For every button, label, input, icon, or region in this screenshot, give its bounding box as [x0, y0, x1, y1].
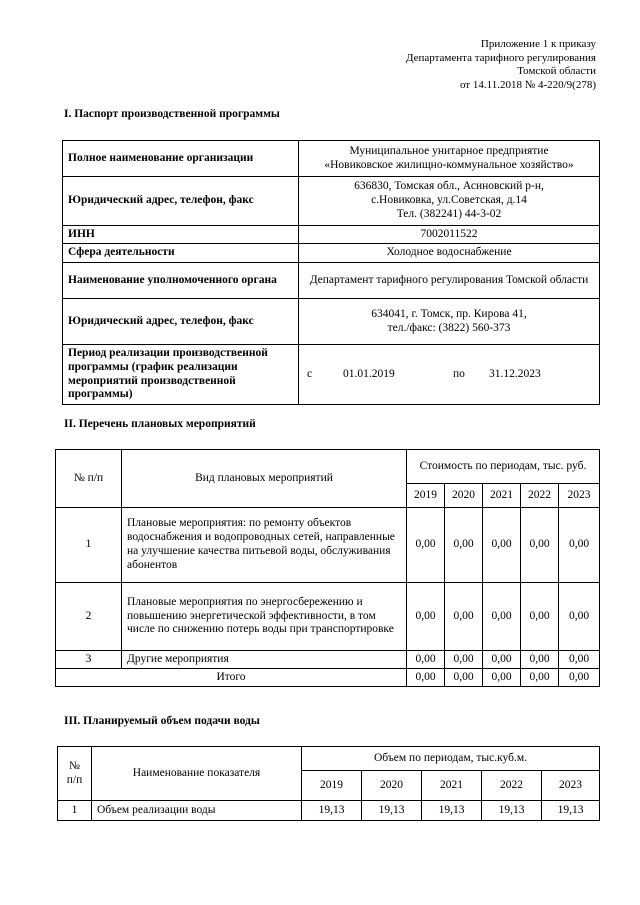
address-line: 636830, Томская обл., Асиновский р-н,: [354, 180, 544, 193]
authority-address-line: тел./факс: (3822) 560-373: [387, 321, 511, 334]
total-value: 0,00: [483, 669, 521, 687]
period-from-word: с: [307, 367, 313, 380]
header-volume: Объем по периодам, тыс.куб.м.: [302, 747, 600, 771]
table-row: [63, 226, 600, 244]
sphere-value: Холодное водоснабжение: [299, 244, 600, 263]
header-cost: Стоимость по периодам, тыс. руб.: [407, 450, 600, 484]
row-value: 0,00: [483, 651, 521, 669]
row-text: Плановые мероприятия: по ремонту объектов водоснабжения и водопроводных сетей, направленные на улучшение качества питьевой воды, обслуживания абонентов: [122, 508, 407, 583]
row-num: 1: [56, 508, 122, 583]
table-row: [56, 583, 600, 651]
authority-address-line: 634041, г. Томск, пр. Кирова 41,: [371, 307, 527, 320]
table-cell-label: Полное наименование организации: [63, 141, 299, 177]
header-year: 2023: [542, 771, 600, 801]
table-header-row: [58, 747, 600, 771]
header-year: 2022: [521, 484, 559, 508]
table-cell-label: Сфера деятельности: [63, 244, 299, 263]
table-header-row: [56, 450, 600, 484]
row-num: 2: [56, 583, 122, 651]
appendix-line: от 14.11.2018 № 4-220/9(278): [459, 78, 596, 91]
appendix-header: [336, 38, 596, 92]
org-name-line: «Новиковское жилищно-коммунальное хозяйство»: [324, 158, 574, 171]
row-value: 19,13: [422, 801, 482, 821]
appendix-line: Томской области: [517, 65, 596, 77]
row-value: 0,00: [559, 651, 600, 669]
header-year: 2020: [362, 771, 422, 801]
row-value: 0,00: [483, 508, 521, 583]
section-title-measures: II. Перечень плановых мероприятий: [64, 418, 256, 430]
section-title-passport: I. Паспорт производственной программы: [64, 108, 280, 120]
table-cell-value: [299, 141, 600, 177]
row-value: 0,00: [521, 508, 559, 583]
header-year: 2019: [302, 771, 362, 801]
header-year: 2019: [407, 484, 445, 508]
row-name: Объем реализации воды: [92, 801, 302, 821]
row-value: 19,13: [362, 801, 422, 821]
table-cell-label: Юридический адрес, телефон, факс: [63, 299, 299, 345]
table-cell-value: [299, 177, 600, 226]
table-row: [63, 263, 600, 299]
row-num: 3: [56, 651, 122, 669]
table-cell-label: ИНН: [63, 226, 299, 244]
period-from-date: 01.01.2019: [343, 367, 395, 380]
address-line: с.Новиковка, ул.Советская, д.14: [371, 194, 527, 207]
appendix-line: Приложение 1 к приказу: [480, 38, 596, 50]
total-label: Итого: [56, 669, 407, 687]
period-value: [299, 345, 600, 405]
table-row: [63, 299, 600, 345]
measures-table: [55, 449, 600, 687]
table-cell-label: Юридический адрес, телефон, факс: [63, 177, 299, 226]
total-value: 0,00: [407, 669, 445, 687]
table-row: [63, 177, 600, 226]
table-row: [63, 244, 600, 263]
header-year: 2021: [483, 484, 521, 508]
section-title-volume: III. Планируемый объем подачи воды: [64, 715, 260, 727]
address-line: Тел. (382241) 44-3-02: [396, 207, 502, 220]
table-row: [63, 141, 600, 177]
total-value: 0,00: [559, 669, 600, 687]
row-value: 0,00: [407, 583, 445, 651]
header-year: 2023: [559, 484, 600, 508]
total-value: 0,00: [445, 669, 483, 687]
row-value: 19,13: [482, 801, 542, 821]
org-name-line: Муниципальное унитарное предприятие: [349, 144, 549, 157]
row-text: Другие мероприятия: [122, 651, 407, 669]
table-cell-label: Наименование уполномоченного органа: [63, 263, 299, 299]
table-row: [58, 801, 600, 821]
row-text: Плановые мероприятия по энергосбережению и повышению энергетической эффективности, в том числе по снижению потерь воды при транспортировке: [122, 583, 407, 651]
table-row: [56, 508, 600, 583]
header-year: 2021: [422, 771, 482, 801]
row-value: 0,00: [559, 508, 600, 583]
authority-value: Департамент тарифного регулирования Томской области: [299, 263, 600, 299]
table-cell-value: [299, 299, 600, 345]
row-value: 0,00: [445, 651, 483, 669]
table-row: [63, 345, 600, 405]
header-year: 2020: [445, 484, 483, 508]
row-value: 0,00: [407, 508, 445, 583]
row-value: 0,00: [483, 583, 521, 651]
row-value: 0,00: [407, 651, 445, 669]
header-num: № п/п: [58, 747, 92, 801]
row-value: 0,00: [445, 583, 483, 651]
inn-value: 7002011522: [299, 226, 600, 244]
appendix-line: Департамента тарифного регулирования: [405, 51, 596, 64]
passport-table: [62, 140, 600, 405]
row-value: 0,00: [559, 583, 600, 651]
table-cell-label: Период реализации производственной программы (график реализации мероприятий производственной программы): [63, 345, 299, 405]
total-value: 0,00: [521, 669, 559, 687]
header-num: № п/п: [56, 450, 122, 508]
row-value: 19,13: [302, 801, 362, 821]
table-total-row: [56, 669, 600, 687]
header-kind: Вид плановых мероприятий: [122, 450, 407, 508]
period-to-word: по: [453, 367, 465, 380]
row-value: 19,13: [542, 801, 600, 821]
table-row: [56, 651, 600, 669]
row-value: 0,00: [521, 651, 559, 669]
header-name: Наименование показателя: [92, 747, 302, 801]
row-value: 0,00: [521, 583, 559, 651]
period-to-date: 31.12.2023: [489, 367, 541, 380]
volume-table: [57, 746, 600, 821]
row-value: 0,00: [445, 508, 483, 583]
header-year: 2022: [482, 771, 542, 801]
row-num: 1: [58, 801, 92, 821]
